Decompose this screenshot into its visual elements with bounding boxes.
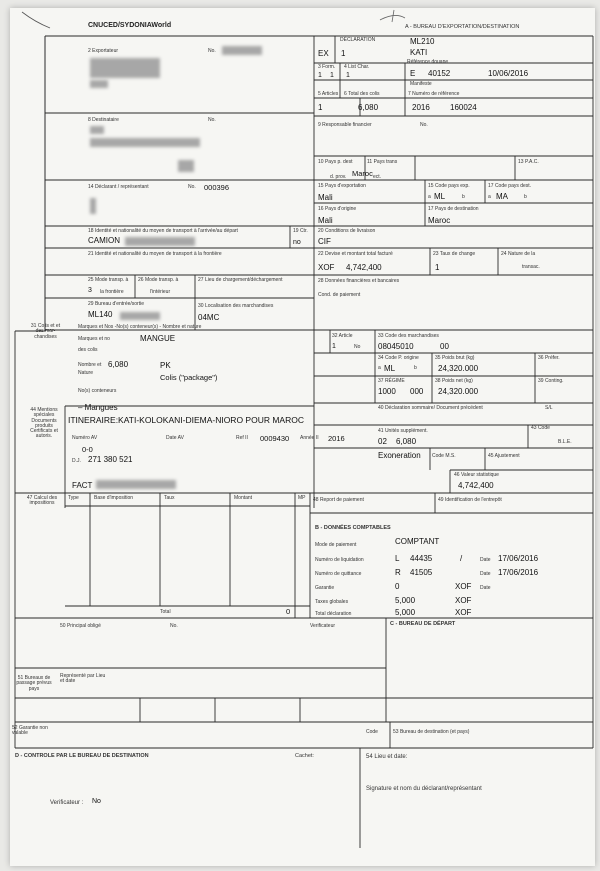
verificateur-value: No (92, 798, 101, 805)
ref-num: 40152 (428, 69, 451, 78)
label-declaration: DÉCLARATION (340, 37, 376, 43)
label-num-liquidation: Numéro de liquidation (315, 557, 364, 563)
forms-b: 1 (330, 72, 334, 79)
label-decl-sommaire: 40 Déclaration sommaire/ Document précédent (378, 405, 483, 411)
unites-qty: 6,080 (396, 437, 417, 446)
header-org: CNUCED/SYDONIAWorld (88, 22, 172, 29)
header-copy: A - BUREAU D'EXPORTATION/DESTINATION (405, 24, 520, 30)
articles: 1 (318, 103, 323, 112)
code-exp-a: ML (434, 192, 446, 201)
taxes: 5,000 (395, 596, 416, 605)
article-num: 1 (332, 343, 336, 350)
code-dest-a: MA (496, 192, 508, 201)
label-des-colis: des colis (78, 347, 98, 353)
label-lieu-charg: 27 Lieu de chargement/déchargement (198, 277, 283, 283)
label-pays-export: 15 Pays d'exportation (318, 183, 366, 189)
label-valeur-stat: 46 Valeur statistique (454, 472, 499, 478)
label-numero-av: Numéro AV (72, 435, 98, 441)
label-garantie-nv: 52 Garantie non valable (12, 725, 48, 737)
label-verificateur-d: Verificateur : (50, 800, 84, 806)
pays-export: Mali (318, 193, 333, 202)
label-consignee-no: No. (208, 117, 216, 123)
label-code-43: 43 Code (531, 425, 550, 431)
redacted-exporter-name (90, 58, 160, 78)
label-taux: 23 Taux de change (433, 251, 476, 257)
redacted-fact (96, 480, 176, 489)
label-code: Code (366, 729, 378, 735)
label-nature-31: Nature (78, 370, 94, 376)
redacted-consignee-1 (90, 126, 104, 134)
valeur-stat: 4,742,400 (458, 481, 494, 490)
total-cur: XOF (455, 608, 472, 617)
label-ref-douane: Référence douane (407, 59, 449, 65)
label-total-decl: Total déclaration (315, 611, 352, 617)
forms-a: 1 (318, 72, 322, 79)
hs-code: 08045010 (378, 342, 414, 351)
label-ect: ect. (373, 174, 382, 180)
ref-ii: 0009430 (260, 434, 290, 443)
label-report-paiement: 48 Report de paiement (313, 497, 364, 503)
label-lieu-date: 54 Lieu et date: (366, 754, 408, 760)
label-marques-nos: Marques et Nos -No(s) conteneur(s) - Nombre et nature (78, 324, 202, 330)
quit-date: 17/06/2016 (498, 568, 539, 577)
liq-slash: / (460, 554, 463, 563)
label-nombre: Nombre et (78, 362, 102, 368)
label-devise: 22 Devise et montant total facturé (318, 251, 393, 257)
taux: 1 (435, 263, 440, 272)
label-d-prov: d. prov. (330, 174, 347, 180)
label-total-colis: 6 Total des colis (344, 91, 380, 97)
label-exporter-no: No. (208, 48, 216, 54)
label-code-p-origine: 34 Code P. origine (378, 355, 419, 361)
label-conteneurs: No(s) conteneurs (78, 388, 117, 394)
redacted-consignee-2 (90, 138, 200, 147)
pays-dest-code: Maroc (352, 169, 373, 178)
quit-letter: R (395, 568, 401, 577)
label-mode-paiement: Mode de paiement (315, 542, 357, 548)
label-ajustement: 45 Ajustement (488, 453, 520, 459)
regime-b: 000 (410, 387, 424, 396)
itineraire: ITINERAIRE:KATI-KOLOKANI-DIEMA-NIORO POUR MAROC (68, 415, 304, 425)
taxes-cur: XOF (455, 596, 472, 605)
label-ref-ii: Ref II (236, 435, 248, 441)
col-montant: Montant (234, 495, 253, 501)
redacted-consignee-3 (178, 160, 194, 172)
code-exp-b: b (462, 194, 465, 200)
localisation: 04MC (198, 313, 220, 322)
total-impo: 0 (286, 607, 291, 616)
col-mp: MP (298, 495, 306, 501)
label-code-ms: Code M.S. (432, 453, 456, 459)
label-liq-date: Date (480, 557, 491, 563)
col-base: Base d'imposition (94, 495, 134, 501)
label-bureau-dest: 53 Bureau de destination (et pays) (393, 729, 470, 735)
pays-dest: Maroc (428, 216, 451, 225)
ctr: no (293, 239, 301, 246)
label-sl: S/L (545, 405, 553, 411)
pays-origine: Mali (318, 216, 333, 225)
label-ble: B.L.E. (558, 439, 572, 445)
col-taux: Taux (164, 495, 175, 501)
decl-num: 1 (341, 49, 346, 58)
ref-year: 2016 (412, 103, 430, 112)
label-donnees-compt: B - DONNÉES COMPTABLES (315, 525, 391, 531)
office-code: ML210 (410, 37, 435, 46)
label-code-dest: 17 Code pays dest. (488, 183, 532, 189)
label-code-marchandises: 33 Code des marchandises (378, 333, 439, 339)
label-nature: 24 Nature de la (501, 251, 536, 257)
code-dest-b: b (524, 194, 527, 200)
liq-num: 44435 (410, 554, 433, 563)
annee-ii: 2016 (328, 434, 345, 443)
label-consignee: 8 Destinataire (88, 117, 119, 123)
label-resp-fin-no: No. (420, 122, 428, 128)
poids-net: 24,320.000 (438, 387, 479, 396)
label-resp-fin: 9 Responsable financier (318, 122, 372, 128)
label-colis-marchandises: 31 Colis et et des mar- chandises (30, 323, 61, 340)
label-bureaux-passage: 51 Bureaux de passage prévus pays (16, 675, 52, 692)
label-exporter: 2 Exportateur (88, 48, 119, 54)
label-code-exp: 15 Code pays exp. (428, 183, 470, 189)
label-principal: 50 Principal obligé (60, 623, 101, 629)
pk: PK (160, 361, 171, 370)
label-date-av: Date AV (166, 435, 184, 441)
label-ref-number: 7 Numéro de référence (408, 91, 460, 97)
amount: 4,742,400 (346, 263, 382, 272)
colis-desc: Colis ("package") (160, 373, 218, 382)
label-represente: Représenté par Lieu et date (60, 673, 106, 685)
label-livraison: 20 Conditions de livraison (318, 228, 376, 234)
mode-frontiere: 3 (88, 287, 92, 294)
label-cond-paiement: Cond. de paiement (318, 292, 361, 298)
redacted-transport (125, 237, 195, 246)
ref-number: 160024 (450, 103, 477, 112)
label-a-la-frontiere: la frontière (100, 289, 124, 295)
label-annee-ii: Année II (300, 435, 319, 441)
quit-num: 41505 (410, 568, 433, 577)
bureau-entree: ML140 (88, 310, 113, 319)
goods-desc: – Mangues (78, 403, 118, 412)
label-poids-brut: 35 Poids brut (kg) (435, 355, 475, 361)
regime-a: 1000 (378, 387, 396, 396)
label-marques-no: Marques et no (78, 336, 110, 342)
label-mode-frontiere: 25 Mode transp. à (88, 277, 129, 283)
fact: FACT (72, 481, 93, 490)
label-principal-no: No. (170, 623, 178, 629)
liq-letter: L (395, 554, 400, 563)
label-entrepot: 49 Identification de l'entrepôt (438, 497, 502, 503)
label-articles: 5 Articles (318, 91, 339, 97)
label-donnees-fin: 28 Données financières et bancaires (318, 278, 400, 284)
decl-type: EX (318, 49, 329, 58)
total-colis: 6,080 (358, 103, 379, 112)
redacted-exporter-no (222, 46, 262, 55)
label-controle: D - CONTROLE PAR LE BUREAU DE DESTINATION (15, 753, 149, 759)
label-num-quittance: Numéro de quittance (315, 571, 362, 577)
label-manifeste: Manifeste (410, 81, 432, 87)
origin-a-label: a (378, 365, 381, 371)
ref-series: E (410, 69, 416, 78)
redacted-bureau (120, 312, 160, 320)
garantie: 0 (395, 582, 400, 591)
col-type: Type (68, 495, 79, 501)
redacted-declarant (90, 198, 96, 214)
label-poids-net: 38 Poids net (kg) (435, 378, 473, 384)
label-transport-border: 21 Identité et nationalité du moyen de transport à la frontière (88, 251, 222, 257)
redacted-exporter-city (90, 80, 108, 88)
label-total: Total (160, 609, 171, 615)
label-garantie: Garantie (315, 585, 335, 591)
label-dj: D.J. (72, 458, 81, 464)
label-a-interieur: l'intérieur (150, 289, 171, 295)
mode-paiement: COMPTANT (395, 537, 440, 546)
label-pays-origine: 16 Pays d'origine (318, 206, 357, 212)
label-declarant-no: No. (188, 184, 196, 190)
label-list-char: 4 List Char. (344, 64, 370, 70)
label-calcul: 47 Calcul des impositions (26, 495, 58, 507)
article-no: No (354, 344, 361, 350)
label-garantie-date: Date (480, 585, 491, 591)
code-exp-a-label: a (428, 194, 431, 200)
label-forms: 3 Form. (318, 64, 336, 70)
nb-colis: 6,080 (108, 360, 129, 369)
declarant-no: 000396 (204, 183, 230, 192)
label-article: 32 Article (332, 333, 353, 339)
hs-sub: 00 (440, 342, 449, 351)
label-localisation: 30 Localisation des marchandises (198, 303, 274, 309)
transport: CAMION (88, 236, 120, 245)
label-pac: 13 P.A.C. (518, 159, 539, 165)
currency: XOF (318, 263, 335, 272)
label-cachet: Cachet: (295, 753, 314, 759)
origin-a: ML (384, 364, 396, 373)
garantie-cur: XOF (455, 582, 472, 591)
label-verificateur: Verificateur (310, 623, 336, 629)
label-declarant: 14 Déclarant / représentant (88, 184, 149, 190)
code-dest-a-label: a (488, 194, 491, 200)
label-signature: Signature et nom du déclarant/représentant (366, 786, 482, 792)
incoterm: CIF (318, 237, 331, 246)
customs-declaration-form (10, 8, 595, 866)
label-taxes: Taxes globales (315, 599, 349, 605)
av-code: 0-0 (82, 445, 93, 454)
label-transac: transac. (522, 264, 540, 270)
label-pays-dest17: 17 Pays de destination (428, 206, 479, 212)
marques: MANGUE (140, 334, 176, 343)
label-bureau-entree: 29 Bureau d'entrée/sortie (88, 301, 144, 307)
ref-date: 10/06/2016 (488, 69, 529, 78)
label-prefer: 36 Préfer. (538, 355, 560, 361)
label-ctr: 19 Ctr. (293, 228, 308, 234)
label-unites-supp: 41 Unités supplément. (378, 428, 428, 434)
label-conting: 39 Conting. (538, 378, 564, 384)
origin-b: b (414, 365, 417, 371)
label-mode-interieur: 26 Mode transp. à (138, 277, 179, 283)
unites-code: 02 (378, 437, 387, 446)
liq-date: 17/06/2016 (498, 554, 539, 563)
label-regime: 37 RÉGIME (378, 378, 405, 384)
total-decl: 5,000 (395, 608, 416, 617)
office-name: KATI (410, 48, 428, 57)
exoneration: Exoneration (378, 451, 421, 460)
list-char: 1 (346, 72, 350, 79)
label-transport-id: 18 Identité et nationalité du moyen de transport à l'arrivée/au départ (88, 228, 238, 234)
poids-brut: 24,320.000 (438, 364, 479, 373)
label-bureau-depart: C - BUREAU DE DÉPART (390, 621, 456, 627)
label-quit-date: Date (480, 571, 491, 577)
dj: 271 380 521 (88, 455, 133, 464)
label-pays-trans: 11 Pays trans (367, 159, 398, 165)
label-mentions: 44 Mentions spéciales Documents produits Certificats et autoris. (30, 407, 58, 440)
label-pays-dest10: 10 Pays p. dest (318, 159, 353, 165)
